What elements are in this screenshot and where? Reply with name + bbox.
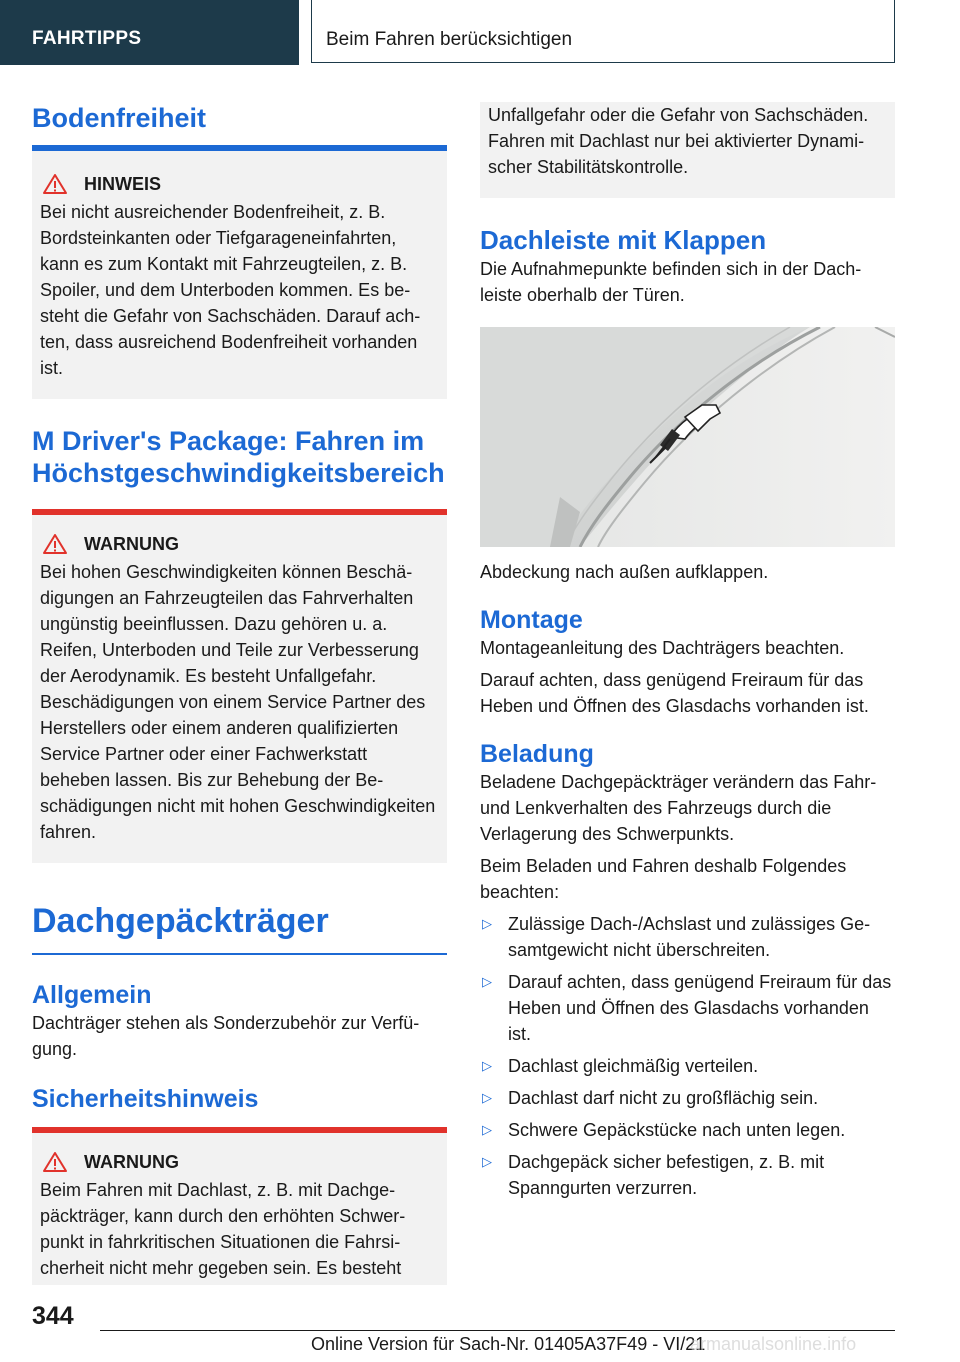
dachleiste-text: Die Aufnahmepunkte befinden sich in der Dachleiste oberhalb der Türen.	[480, 259, 862, 305]
watermark	[690, 1334, 856, 1355]
triangle-bullet-icon: ▷	[482, 916, 492, 931]
list-item	[480, 1149, 895, 1201]
footer-divider	[100, 1330, 895, 1331]
warning-continued-text: Unfallgefahr oder die Gefahr von Sachschäden. Fahren mit Dachlast nur bei aktivierter Dynamischer Stabilitätskontrolle.	[488, 105, 869, 177]
montage-text-1: Montageanleitung des Dachträgers beachten.	[480, 638, 845, 658]
beladung-text-1: Beladene Dachgepäckträger verändern das Fahr- und Lenkverhalten des Fahrzeugs durch die Verlagerung des Schwerpunkts.	[480, 772, 877, 844]
heading-allgemein: Allgemein	[32, 981, 152, 1009]
warning-box-mdriver	[32, 515, 447, 863]
header-title-box	[311, 0, 895, 63]
list-item	[480, 1117, 895, 1143]
header-section-tab	[0, 0, 299, 65]
warning-triangle-icon	[42, 173, 68, 195]
list-item-text: Dachlast gleichmäßig verteilen.	[508, 1056, 759, 1076]
heading-mdriver: M Driver's Package: Fahren im Höchstgeschwindigkeitsbereich	[32, 426, 445, 488]
heading-beladung: Beladung	[480, 740, 594, 768]
notice-title	[42, 171, 439, 197]
right-column	[480, 102, 895, 308]
heading-montage: Montage	[480, 606, 583, 634]
triangle-bullet-icon: ▷	[482, 1058, 492, 1073]
beladung-list	[480, 911, 895, 1201]
allgemein-text: Dachträger stehen als Sonderzubehör zur Verfügung.	[32, 1013, 420, 1059]
image-caption: Abdeckung nach außen aufklappen.	[480, 562, 769, 582]
triangle-bullet-icon: ▷	[482, 974, 492, 989]
roof-rail-photo	[480, 327, 895, 547]
warning-title	[42, 1149, 439, 1175]
roof-rail-flap-image	[480, 327, 895, 547]
montage-text-2: Darauf achten, dass genügend Freiraum für das Heben und Öffnen des Glasdachs vorhanden ist.	[480, 670, 869, 716]
warning-label: WARNUNG	[84, 1152, 179, 1172]
triangle-bullet-icon: ▷	[482, 1154, 492, 1169]
list-item	[480, 1053, 895, 1079]
notice-text: Bei nicht ausreichender Bodenfreiheit, z. B. Bordsteinkanten oder Tiefgarageneinfahrten, kann es zum Kontakt mit Fahrzeugteilen, z. B. Spoiler, und dem Unterboden kommen. Es besteht die Gefahr von Sachschäden. Darauf achten, dass ausreichend Bodenfreiheit vorhanden ist.	[40, 202, 421, 378]
list-item-text: Dachlast darf nicht zu großflächig sein.	[508, 1088, 819, 1108]
triangle-bullet-icon: ▷	[482, 1090, 492, 1105]
beladung-text-2: Beim Beladen und Fahren deshalb Folgendes beachten:	[480, 856, 847, 902]
warning-triangle-icon	[42, 1151, 68, 1173]
header-title: Beim Fahren berücksichtigen	[326, 29, 573, 50]
list-item	[480, 969, 895, 1047]
list-item-text: Darauf achten, dass genügend Freiraum für das Heben und Öffnen des Glasdachs vorhanden ist.	[508, 972, 892, 1044]
warning-box-continued	[480, 102, 895, 198]
page-number: 344	[32, 1302, 74, 1330]
list-item-text: Dachgepäck sicher befestigen, z. B. mit Spanngurten verzurren.	[508, 1152, 825, 1198]
list-item-text: Schwere Gepäckstücke nach unten legen.	[508, 1120, 846, 1140]
list-item	[480, 911, 895, 963]
notice-label: HINWEIS	[84, 174, 162, 194]
warning-title	[42, 531, 439, 557]
footer-version-text: Online Version für Sach-Nr. 01405A37F49 - VI/21	[311, 1334, 706, 1354]
heading-dachleiste: Dachleiste mit Klappen	[480, 225, 767, 255]
left-column	[32, 102, 447, 1285]
triangle-bullet-icon: ▷	[482, 1122, 492, 1137]
header-section-label: FAHRTIPPS	[32, 28, 142, 49]
warning-text: Beim Fahren mit Dachlast, z. B. mit Dachgepäckträger, kann durch den erhöhten Schwerpunkt in fahrkritischen Situationen die Fahrsicherheit nicht mehr gegeben sein. Es besteht	[40, 1180, 406, 1278]
warning-triangle-icon	[42, 533, 68, 555]
watermark-text: armanualsonline.info	[690, 1334, 857, 1354]
heading-underline	[32, 953, 447, 955]
list-item-text: Zulässige Dach-/Achslast und zulässiges Gesamtgewicht nicht überschreiten.	[508, 914, 871, 960]
warning-label: WARNUNG	[84, 534, 179, 554]
warning-box-dachlast	[32, 1133, 447, 1285]
heading-sicherheitshinweis: Sicherheitshinweis	[32, 1085, 259, 1113]
footer-version	[311, 1334, 705, 1355]
notice-box	[32, 151, 447, 399]
list-item	[480, 1085, 895, 1111]
heading-bodenfreiheit: Bodenfreiheit	[32, 103, 207, 133]
right-column-lower	[480, 559, 895, 1207]
warning-text: Bei hohen Geschwindigkeiten können Beschädigungen an Fahrzeugteilen das Fahrverhalten ungünstig beeinflussen. Dazu gehören u. a. Reifen, Unterboden und Teile zur Verbesserung der Aerodynamik. Es besteht Unfallgefahr. Beschädigungen von einem Service Partner des Herstellers oder einem anderen qualifizierten Service Partner oder einer Fachwerkstatt beheben lassen. Bis zur Behebung der Beschädigungen nicht mit hohen Geschwindigkeiten fahren.	[40, 562, 436, 842]
heading-dachgepaecktraeger: Dachgepäckträger	[32, 902, 329, 940]
